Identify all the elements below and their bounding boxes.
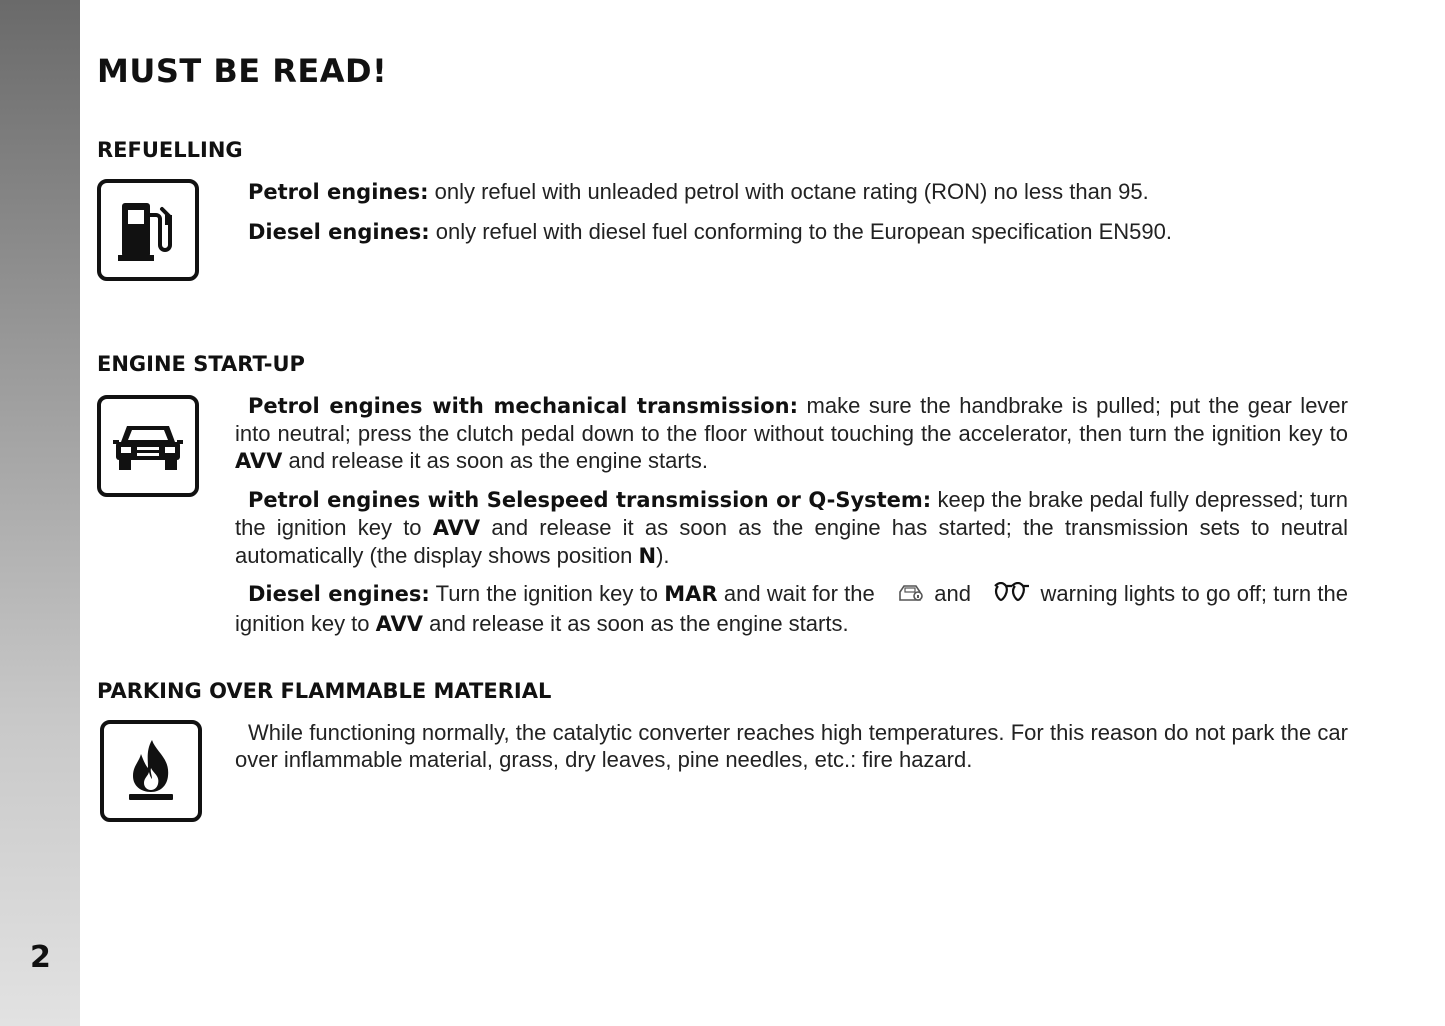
refuelling-petrol-paragraph: [248, 178, 1348, 206]
selespeed-key-position: AVV: [432, 516, 481, 540]
selespeed-text-2: and release it as soon as the engine has started; the transmission sets to neutral automatically (the display shows position: [235, 515, 1348, 568]
diesel-startup-text-3: warning lights to go off; turn the ignition key to: [235, 581, 1348, 636]
startup-selespeed-paragraph: [235, 486, 1348, 570]
parking-heading: PARKING OVER FLAMMABLE MATERIAL: [97, 679, 552, 703]
diesel-key-position-avv: AVV: [375, 612, 423, 636]
neutral-position-label: N: [638, 544, 657, 568]
startup-diesel-paragraph: [235, 580, 1348, 638]
refuelling-diesel-paragraph: [248, 218, 1348, 246]
mechanical-text-1: make sure the handbrake is pulled; put the gear lever into neutral; press the clutch pedal down to the floor without touching the accelerator, then turn the ignition key to: [235, 393, 1348, 446]
diesel-startup-and: and: [928, 581, 978, 606]
mechanical-transmission-label: Petrol engines with mechanical transmission:: [248, 394, 798, 418]
diesel-startup-label: Diesel engines:: [248, 582, 430, 606]
diesel-startup-text-2: and wait for the: [717, 581, 882, 606]
parking-paragraph: While functioning normally, the catalytic converter reaches high temperatures. For this reason do not park the car over inflammable material, grass, dry leaves, pine needles, etc.: fire hazard.: [235, 720, 1348, 772]
page-title: MUST BE READ!: [97, 52, 388, 90]
refuelling-heading: REFUELLING: [97, 138, 243, 162]
startup-mechanical-paragraph: [235, 392, 1348, 475]
mechanical-key-position: AVV: [235, 449, 283, 473]
glow-plug-icon: [980, 582, 1031, 610]
diesel-engines-text: only refuel with diesel fuel conforming to the European specification EN590.: [429, 219, 1172, 244]
petrol-engines-label: Petrol engines:: [248, 180, 429, 204]
selespeed-transmission-label: Petrol engines with Selespeed transmission or Q-System:: [248, 488, 932, 512]
diesel-startup-text-4: and release it as soon as the engine starts.: [422, 611, 849, 636]
diesel-key-position-mar: MAR: [664, 582, 718, 606]
selespeed-text-1: keep the brake pedal fully depressed; turn the ignition key to: [235, 487, 1348, 540]
fire-icon: [100, 720, 202, 822]
engine-startup-heading: ENGINE START-UP: [97, 352, 305, 376]
mechanical-text-2: and release it as soon as the engine starts.: [282, 448, 708, 473]
page-number: 2: [30, 940, 51, 975]
petrol-engines-text: only refuel with unleaded petrol with octane rating (RON) no less than 95.: [428, 179, 1149, 204]
selespeed-text-3: ).: [656, 543, 670, 568]
immobilizer-warning-icon: [884, 582, 925, 610]
car-icon: [97, 395, 199, 497]
diesel-startup-text-1: Turn the ignition key to: [429, 581, 665, 606]
fuel-pump-icon: [97, 179, 199, 281]
page-sidebar-band: [0, 0, 80, 1026]
diesel-engines-label: Diesel engines:: [248, 220, 430, 244]
